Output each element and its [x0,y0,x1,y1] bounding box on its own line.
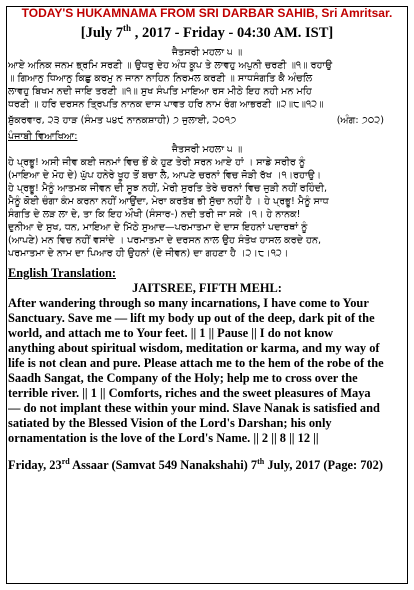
gurmukhi-line: ਧਰਣੀ ॥ ਹਰਿ ਦਰਸਨ ਤ੍ਰਿਪਤਿ ਨਾਨਕ ਦਾਸ ਪਾਵਤ ਹਰਿ ਨਾਮ ਰੰਗ ਆਭਰਣੀ ॥੨॥੮॥੧੨॥ [8,98,324,110]
english-line: world, and attach me to Your feet. || 1 || Pause || I do not know [8,325,334,340]
punjabi-line: (ਆਪਣੇ) ਮਨ ਵਿਚ ਨਹੀਂ ਵਸਾਂਦੇ । ਪਰਮਾਤਮਾ ਦੇ ਦਰਸਨ ਨਾਲ ਉਹ ਸੰਤੋਖ ਹਾਸਲ ਕਰਦੇ ਹਨ, [8,234,321,246]
punjabi-line: ਦੁਨੀਆ ਦੇ ਸੁਖ, ਧਨ, ਮਾਇਆ ਦੇ ਮਿੱਠੇ ਸੁਆਦ—ਪਰਮਾਤਮਾ ਦੇ ਦਾਸ ਇਹਨਾਂ ਪਦਾਰਥਾਂ ਨੂੰ [8,221,308,233]
english-line: ornamentation is the love of the Lord's Name. || 2 || 8 || 12 || [8,430,319,445]
page-title: TODAY'S HUKAMNAMA FROM SRI DARBAR SAHIB, Sri Amritsar. [21,6,393,20]
english-line: Saadh Sangat, the Company of the Holy; help me to cross over the [8,370,358,385]
english-heading: JAITSREE, FIFTH MEHL: [132,280,282,295]
gurmukhi-line: ਲਾਵਹੁ ਬਿਖਮ ਨਦੀ ਜਾਇ ਤਰਣੀ ॥੧॥ ਸੁਖ ਸੰਪਤਿ ਮਾਇਆ ਰਸ ਮੀਠੇ ਇਹ ਨਹੀ ਮਨ ਮਹਿ [8,85,312,97]
punjabi-heading: ਜੈਤਸਰੀ ਮਹਲਾ ੫ ॥ [171,143,243,155]
gurmukhi-line: ਆਏ ਅਨਿਕ ਜਨਮ ਭ੍ਰਮਿ ਸਰਣੀ ॥ ਉਧਰੁ ਦੇਹ ਅੰਧ ਕੂਪ ਤੇ ਲਾਵਹੁ ਅਪੁਨੀ ਚਰਣੀ ॥੧॥ ਰਹਾਉ [8,59,333,71]
english-line: satiated by the Blessed Vision of the Lord's Darshan; his only [8,415,332,430]
english-line: life is not clean and pure. Please attach me to the hem of the robe of the [8,355,384,370]
date-header: [July 7th , 2017 - Friday - 04:30 AM. IST] [80,23,334,41]
punjabi-dateline [8,114,406,128]
page-border [6,6,408,584]
gurmukhi-line: ॥ ਗਿਆਨੁ ਧਿਆਨੁ ਕਿਛੁ ਕਰਮੁ ਨ ਜਾਨਾ ਨਾਹਿਨ ਨਿਰਮਲ ਕਰਣੀ ॥ ਸਾਧਸੰਗਤਿ ਕੈ ਅੰਚਲਿ [8,72,313,84]
punjabi-line: ਹੇ ਪ੍ਰਭੂ! ਅਸੀ ਜੀਵ ਕਈ ਜਨਮਾਂ ਵਿਚ ਭੌਂ ਕੇ ਹੁਣ ਤੇਰੀ ਸਰਨ ਆਏ ਹਾਂ । ਸਾਡੇ ਸਰੀਰ ਨੂੰ [8,156,306,168]
punjabi-line: ਮੈਨੂੰ ਕੋਈ ਚੰਗਾ ਕੰਮ ਕਰਨਾ ਨਹੀਂ ਆਉਂਦਾ, ਮੇਰਾ ਕਰਤੱਬ ਭੀ ਸੁੱਚਾ ਨਹੀਂ ਹੈ । ਹੇ ਪ੍ਰਭੂ! ਮੈਨੂੰ ਸਾਧ [8,195,329,207]
english-line: Sanctuary. Save me — lift my body up out of the deep, dark pit of the [8,310,375,325]
punjabi-line: ਸੰਗਤਿ ਦੇ ਲੜ ਲਾ ਦੇ, ਤਾ ਕਿ ਇਹ ਔਖੀ (ਸੰਸਾਰ-) ਨਦੀ ਤਰੀ ਜਾ ਸਕੇ ।੧। ਹੇ ਨਾਨਕ! [8,208,301,220]
gurmukhi-heading: ਜੈਤਸਰੀ ਮਹਲਾ ੫ ॥ [171,46,243,58]
punjabi-line: ਪਰਮਾਤਮਾ ਦੇ ਨਾਮ ਦਾ ਪਿਆਰ ਹੀ ਉਹਨਾਂ (ਦੇ ਜੀਵਨ) ਦਾ ਗਹਣਾ ਹੈ ।੨।੮।੧੨। [8,247,289,259]
english-label: English Translation: [8,265,116,280]
english-line: — do not implant these within your mind. Slave Nanak is satisfied and [8,400,380,415]
punjabi-line: (ਮਾਇਆ ਦੇ ਮੋਹ ਦੇ) ਘੁੱਪ ਹਨੇਰੇ ਖੂਹ ਤੋਂ ਬਚਾ ਲੈ, ਆਪਣੇ ਚਰਨਾਂ ਵਿਚ ਜੋੜੀ ਰੱਖ ।੧।ਰਹਾਉ। [8,169,322,181]
punjabi-label: ਪੰਜਾਬੀ ਵਿਆਖਿਆ: [8,130,78,142]
dateline-ang: (ਅੰਗ: ੭੦੨) [336,114,384,126]
dateline-left: ਸ਼ੁੱਕਰਵਾਰ, ੨੩ ਹਾੜ (ਸੰਮਤ ੫੪੯ ਨਾਨਕਸ਼ਾਹੀ) ੭ ਜੁਲਾਈ, ੨੦੧੭ [8,114,237,126]
english-line: After wandering through so many incarnations, I have come to Your [8,295,369,310]
english-line: anything about spiritual wisdom, meditation or karma, and my way of [8,340,380,355]
english-dateline: Friday, 23rd Assaar (Samvat 549 Nanakshahi) 7th July, 2017 (Page: 702) [8,456,383,472]
punjabi-line: ਹੇ ਪ੍ਰਭੂ! ਮੈਨੂੰ ਆਤਮਕ ਜੀਵਨ ਦੀ ਸੂਝ ਨਹੀਂ, ਮੇਰੀ ਸੁਰਤਿ ਤੇਰੇ ਚਰਨਾਂ ਵਿਚ ਜੁੜੀ ਨਹੀਂ ਰਹਿੰਦੀ, [8,182,328,194]
english-line: terrible river. || 1 || Comforts, riches and the sweet pleasures of Maya [8,385,371,400]
